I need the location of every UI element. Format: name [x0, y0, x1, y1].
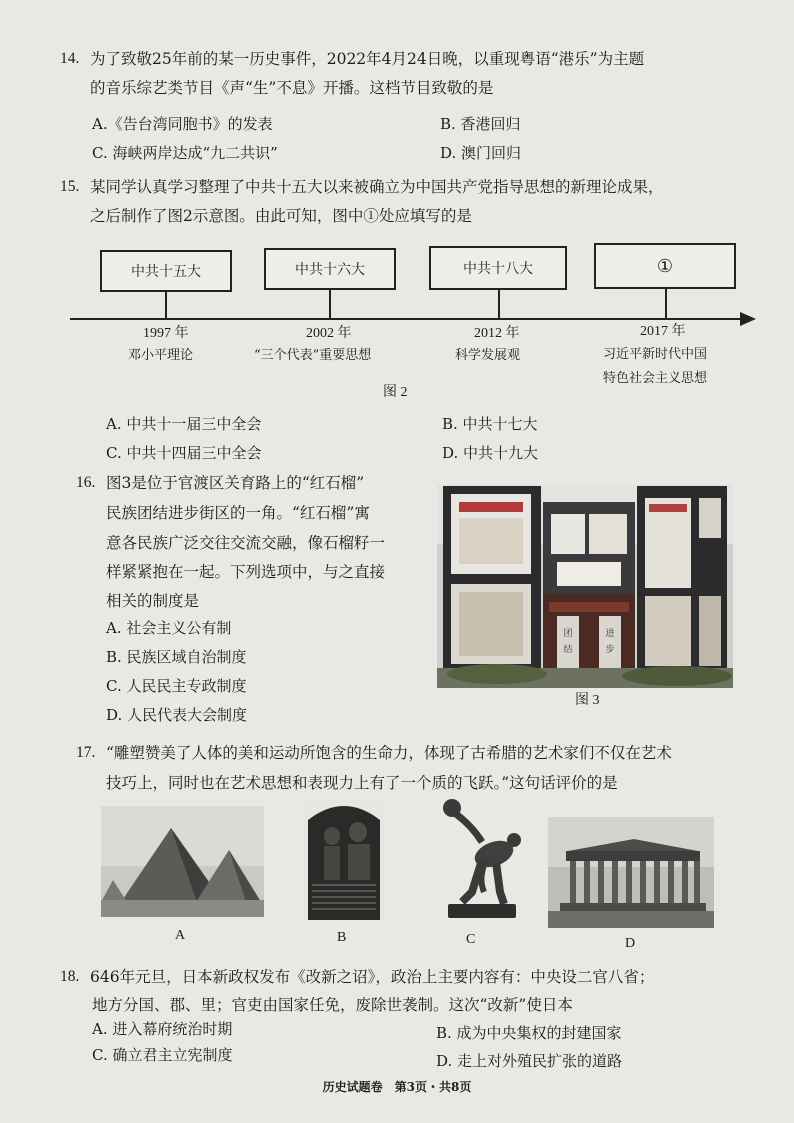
q18-option-a: A. 进入幕府统治时期	[92, 1020, 233, 1038]
q14-option-b: B. 香港回归	[440, 115, 521, 133]
image-d-label: D	[625, 936, 636, 951]
q14-stem-line2: 的音乐综艺类节目《声“生”不息》开播。这档节目致敬的是	[90, 79, 494, 97]
timeline-arrowhead	[740, 312, 756, 326]
parthenon-image	[548, 817, 714, 928]
q15-number: 15.	[60, 178, 80, 195]
q14-stem-line1: 为了致敬25年前的某一历史事件，2022年4月24日晚，以重现粤语“港乐”为主题	[90, 50, 645, 68]
timeline-box-1: 中共十五大	[100, 250, 232, 292]
figure-3-caption: 图 3	[575, 693, 600, 708]
timeline-theory-4-line2: 特色社会主义思想	[603, 371, 708, 386]
image-a-label: A	[175, 928, 186, 943]
discus-thrower-image	[434, 796, 526, 924]
image-b-stele	[302, 798, 386, 920]
q18-number: 18.	[60, 968, 80, 985]
timeline-theory-3: 科学发展观	[455, 348, 521, 363]
timeline-connector-1	[165, 292, 167, 319]
figure-3-photo	[437, 484, 733, 688]
sign-char-4: 步	[605, 645, 615, 655]
q15-option-c: C. 中共十四届三中全会	[106, 444, 262, 462]
q16-stem-line4: 样紧紧抱在一起。下列选项中，与之直接	[106, 563, 386, 581]
q17-stem-line1: “雕塑赞美了人体的美和运动所饱含的生命力，体现了古希腊的艺术家们不仅在艺术	[106, 744, 672, 762]
q14-option-c: C. 海峡两岸达成“九二共识”	[92, 144, 278, 162]
pyramids-image	[101, 806, 264, 917]
timeline-year-2: 2002 年	[306, 326, 352, 341]
timeline-axis	[70, 318, 742, 320]
timeline-box-3: 中共十八大	[429, 246, 567, 290]
stele-image	[302, 798, 386, 920]
timeline-connector-2	[329, 290, 331, 319]
sign-char-1: 团	[563, 629, 573, 639]
q17-stem-line2: 技巧上，同时也在艺术思想和表现力上有了一个质的飞跃。”这句话评价的是	[106, 774, 618, 792]
q16-stem-line5: 相关的制度是	[106, 592, 200, 610]
q18-stem-line2: 地方分国、郡、里；官吏由国家任免，废除世袭制。这次“改新”使日本	[92, 996, 573, 1014]
timeline-theory-4-line1: 习近平新时代中国	[603, 347, 708, 362]
q15-stem-line1: 某同学认真学习整理了中共十五大以来被确立为中国共产党指导思想的新理论成果，	[90, 178, 664, 196]
timeline-box-4-blank: ①	[594, 243, 736, 289]
image-c-label: C	[466, 932, 476, 947]
q16-option-a: A. 社会主义公有制	[106, 619, 232, 637]
q14-number: 14.	[60, 50, 80, 67]
q14-option-a: A.《告台湾同胞书》的发表	[92, 115, 273, 133]
image-c-discobolus	[434, 796, 526, 924]
q18-option-c: C. 确立君主立宪制度	[92, 1046, 233, 1064]
image-b-label: B	[337, 930, 347, 945]
timeline-connector-3	[498, 290, 500, 319]
q16-number: 16.	[76, 474, 96, 491]
image-d-parthenon	[548, 817, 714, 928]
q18-stem-line1: 646年元旦，日本新政权发布《改新之诏》，政治上主要内容有：中央设二官八省；	[90, 968, 655, 986]
image-a-pyramids	[101, 806, 264, 917]
timeline-year-4: 2017 年	[640, 324, 686, 339]
street-display-photo	[437, 484, 733, 688]
sign-char-2: 结	[563, 645, 573, 655]
timeline-connector-4	[665, 289, 667, 319]
q15-option-b: B. 中共十七大	[442, 415, 538, 433]
q16-stem-line2: 民族团结进步街区的一角。“红石榴”寓	[106, 504, 370, 522]
q16-option-c: C. 人民民主专政制度	[106, 677, 247, 695]
timeline-year-3: 2012 年	[474, 326, 520, 341]
sign-char-3: 进	[605, 629, 615, 639]
q16-stem-line3: 意各民族广泛交往交流交融，像石榴籽一	[106, 534, 386, 552]
q18-option-d: D. 走上对外殖民扩张的道路	[436, 1052, 623, 1070]
q15-option-d: D. 中共十九大	[442, 444, 539, 462]
timeline-theory-2: “三个代表”重要思想	[254, 348, 372, 363]
q14-option-d: D. 澳门回归	[440, 144, 522, 162]
q15-stem-line2: 之后制作了图2示意图。由此可知，图中①处应填写的是	[90, 207, 472, 225]
timeline-theory-1: 邓小平理论	[128, 348, 194, 363]
figure-2-caption: 图 2	[383, 385, 408, 400]
q16-option-b: B. 民族区域自治制度	[106, 648, 247, 666]
q16-option-d: D. 人民代表大会制度	[106, 706, 248, 724]
q15-option-a: A. 中共十一届三中全会	[106, 415, 262, 433]
timeline-year-1: 1997 年	[143, 326, 189, 341]
page-footer: 历史试题卷 第3页・共8页	[322, 1080, 472, 1094]
q18-option-b: B. 成为中央集权的封建国家	[436, 1024, 622, 1042]
q17-number: 17.	[76, 744, 96, 761]
timeline-box-2: 中共十六大	[264, 248, 396, 290]
q16-stem-line1: 图3是位于官渡区关育路上的“红石榴”	[106, 474, 365, 492]
